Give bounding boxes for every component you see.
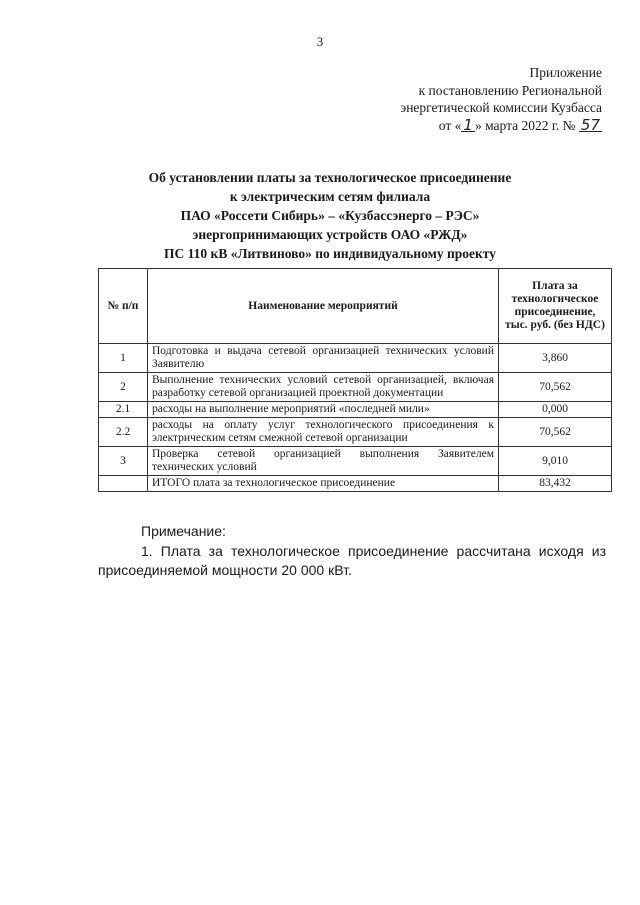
title-line-1: Об установлении платы за технологическое присоединение (148, 170, 512, 185)
row-name: расходы на оплату услуг технологического присоединения к электрическим сетям смежной сетевой организации (148, 418, 499, 447)
row-num: 2 (99, 373, 148, 402)
row-name: расходы на выполнение мероприятий «последней мили» (148, 402, 499, 418)
row-fee: 70,562 (499, 418, 612, 447)
table-row (99, 344, 612, 373)
header-name: Наименование мероприятий (148, 269, 499, 344)
annex-label: Приложение (529, 65, 602, 80)
table-row (99, 447, 612, 476)
row-num: 1 (99, 344, 148, 373)
row-num: 2.1 (99, 402, 148, 418)
row-name: Проверка сетевой организацией выполнения Заявителем технических условий (148, 447, 499, 476)
fee-table (98, 268, 612, 492)
row-fee: 0,000 (499, 402, 612, 418)
table-row (99, 418, 612, 447)
annex-header (342, 64, 602, 134)
document-title (60, 168, 600, 263)
title-line-5: ПС 110 кВ «Литвиново» по индивидуальному проекту (164, 246, 496, 261)
annex-date-line (342, 117, 602, 135)
title-line-4: энергопринимающих устройств ОАО «РЖД» (192, 227, 468, 242)
row-fee: 9,010 (499, 447, 612, 476)
total-fee: 83,432 (499, 476, 612, 492)
note-title: Примечание: (141, 523, 226, 539)
total-num (99, 476, 148, 492)
table-total-row (99, 476, 612, 492)
note-text: 1. Плата за технологическое присоединение рассчитана исходя из присоединяемой мощности 20 000 кВт. (98, 543, 606, 578)
row-fee: 3,860 (499, 344, 612, 373)
row-num: 3 (99, 447, 148, 476)
handwritten-number: 57 (580, 115, 600, 134)
annex-resolution-ref: к постановлению Региональной (418, 82, 602, 98)
title-line-3: ПАО «Россети Сибирь» – «Кузбассэнерго – РЭС» (180, 208, 480, 223)
annex-commission: энергетической комиссии Кузбасса (400, 100, 602, 115)
row-name: Выполнение технических условий сетевой организацией, включая разработку сетевой организацией проектной документации (148, 373, 499, 402)
date-prefix: от « (438, 117, 462, 133)
table-row (99, 402, 612, 418)
date-middle: » марта 2022 г. № (474, 117, 576, 133)
handwritten-day: 1 (463, 115, 473, 134)
table-row (99, 373, 612, 402)
table-header-row (99, 269, 612, 344)
row-fee: 70,562 (499, 373, 612, 402)
title-line-2: к электрическим сетям филиала (229, 189, 431, 204)
row-name: Подготовка и выдача сетевой организацией технических условий Заявителю (148, 344, 499, 373)
row-num: 2.2 (99, 418, 148, 447)
header-num: № п/п (99, 269, 148, 344)
page-number: 3 (316, 34, 324, 49)
total-label: ИТОГО плата за технологическое присоединение (148, 476, 499, 492)
header-fee: Плата за технологическое присоединение, тыс. руб. (без НДС) (499, 269, 612, 344)
